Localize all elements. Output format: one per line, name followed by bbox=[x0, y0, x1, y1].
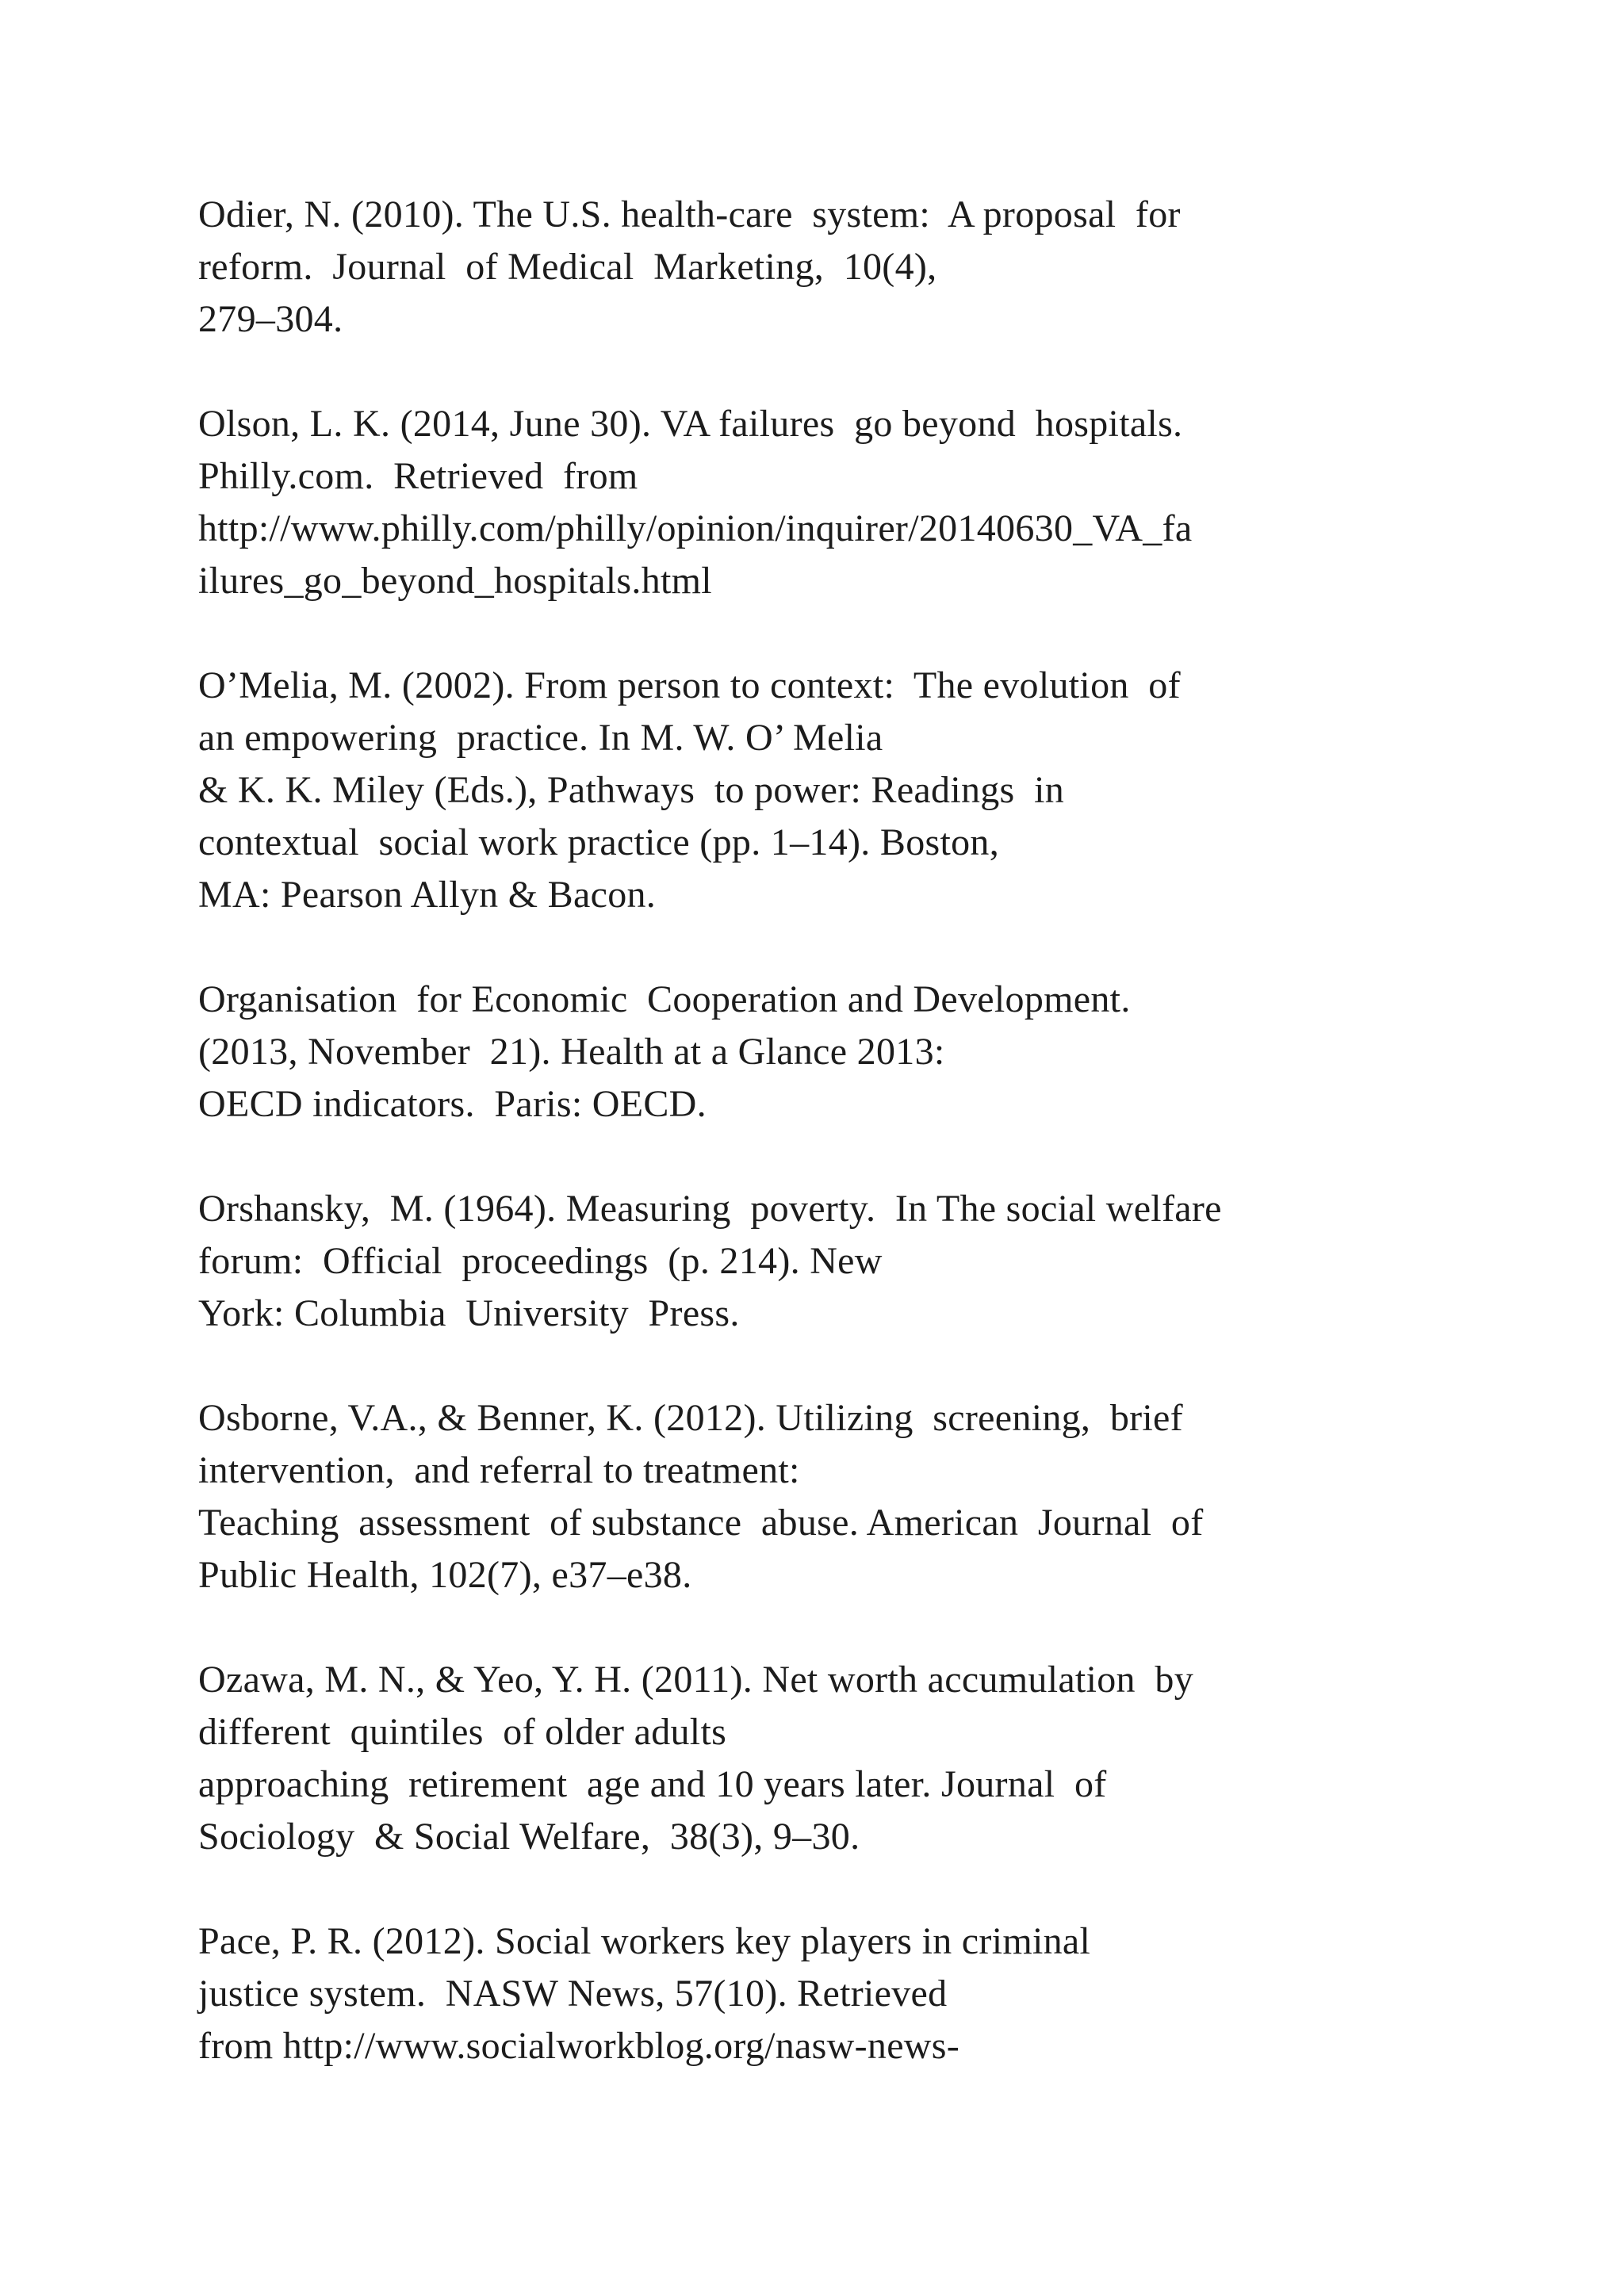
reference-line: different quintiles of older adults bbox=[198, 1711, 727, 1753]
reference-line: reform. Journal of Medical Marketing, 10(4), bbox=[198, 246, 937, 288]
reference-entry bbox=[198, 1392, 1483, 1601]
reference-line: Sociology & Social Welfare, 38(3), 9–30. bbox=[198, 1816, 860, 1858]
reference-line: Philly.com. Retrieved from bbox=[198, 455, 638, 497]
reference-line: & K. K. Miley (Eds.), Pathways to power: Readings in bbox=[198, 769, 1065, 811]
reference-line: approaching retirement age and 10 years later. Journal of bbox=[198, 1763, 1107, 1805]
reference-list bbox=[198, 189, 1483, 2125]
reference-entry bbox=[198, 974, 1483, 1131]
reference-entry bbox=[198, 189, 1483, 346]
reference-url: from http://www.socialworkblog.org/nasw-news- bbox=[198, 2025, 960, 2067]
reference-entry bbox=[198, 398, 1483, 607]
reference-line: Pace, P. R. (2012). Social workers key players in criminal bbox=[198, 1920, 1091, 1962]
reference-line: Ozawa, M. N., & Yeo, Y. H. (2011). Net worth accumulation by bbox=[198, 1659, 1194, 1701]
reference-url: http://www.philly.com/philly/opinion/inquirer/20140630_VA_fa bbox=[198, 507, 1193, 549]
reference-line: Organisation for Economic Cooperation and Development. bbox=[198, 978, 1131, 1020]
reference-line: contextual social work practice (pp. 1–14). Boston, bbox=[198, 821, 1000, 863]
reference-entry bbox=[198, 1183, 1483, 1340]
reference-line: an empowering practice. In M. W. O’ Melia bbox=[198, 717, 883, 759]
reference-line: 279–304. bbox=[198, 298, 343, 340]
reference-line: justice system. NASW News, 57(10). Retrieved bbox=[198, 1973, 948, 2015]
reference-line: Teaching assessment of substance abuse. American Journal of bbox=[198, 1502, 1204, 1544]
reference-line: Osborne, V.A., & Benner, K. (2012). Utilizing screening, brief bbox=[198, 1397, 1183, 1439]
reference-line: Olson, L. K. (2014, June 30). VA failures go beyond hospitals. bbox=[198, 403, 1183, 445]
reference-line: O’Melia, M. (2002). From person to context: The evolution of bbox=[198, 664, 1181, 706]
reference-entry bbox=[198, 660, 1483, 921]
reference-line: intervention, and referral to treatment: bbox=[198, 1449, 800, 1491]
reference-line: OECD indicators. Paris: OECD. bbox=[198, 1083, 707, 1125]
reference-line: Orshansky, M. (1964). Measuring poverty. In The social welfare bbox=[198, 1188, 1222, 1230]
reference-line: forum: Official proceedings (p. 214). New bbox=[198, 1240, 883, 1282]
reference-line: MA: Pearson Allyn & Bacon. bbox=[198, 874, 657, 916]
reference-line: York: Columbia University Press. bbox=[198, 1292, 740, 1334]
reference-url: ilures_go_beyond_hospitals.html bbox=[198, 560, 712, 602]
reference-line: Odier, N. (2010). The U.S. health-care system: A proposal for bbox=[198, 193, 1181, 235]
reference-line: (2013, November 21). Health at a Glance 2013: bbox=[198, 1031, 945, 1073]
reference-line: Public Health, 102(7), e37–e38. bbox=[198, 1554, 692, 1596]
reference-entry bbox=[198, 1915, 1483, 2072]
reference-entry bbox=[198, 1654, 1483, 1863]
